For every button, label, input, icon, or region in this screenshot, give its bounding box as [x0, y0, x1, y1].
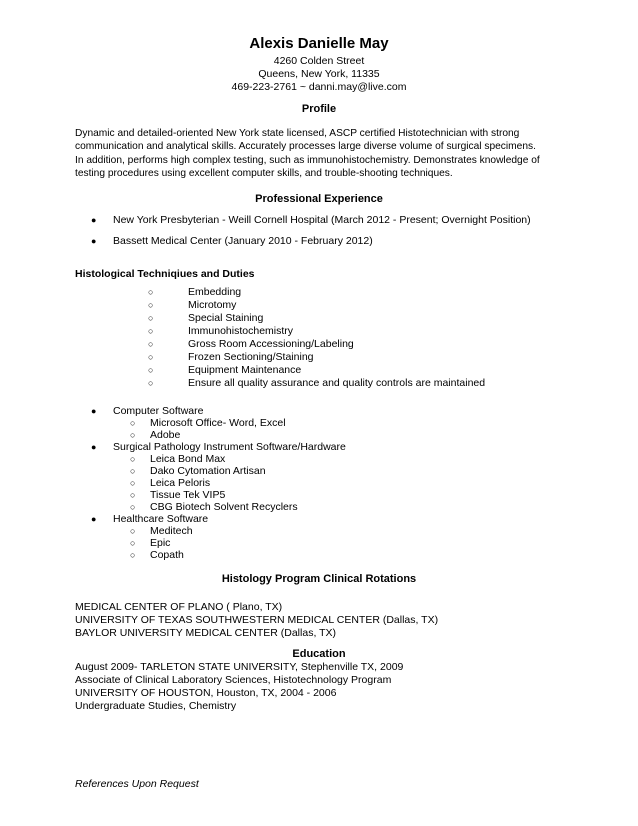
rotations-heading: Histology Program Clinical Rotations [221, 573, 417, 585]
rotation-item: MEDICAL CENTER OF PLANO ( Plano, TX) [75, 601, 283, 613]
circle-bullet-icon: ○ [148, 378, 154, 388]
software-item: CBG Biotech Solvent Recyclers [150, 501, 298, 513]
software-item: Meditech [150, 525, 193, 537]
circle-bullet-icon: ○ [130, 418, 136, 428]
bullet-icon: ● [91, 215, 97, 225]
bullet-icon: ● [91, 236, 97, 246]
circle-bullet-icon: ○ [130, 550, 136, 560]
education-line: Undergraduate Studies, Chemistry [75, 700, 237, 712]
techniques-heading: Histological Techniqiues and Duties [75, 268, 255, 280]
software-item: Adobe [150, 429, 181, 441]
profile-heading: Profile [301, 103, 337, 115]
bullet-icon: ● [91, 514, 97, 524]
technique-item: Gross Room Accessioning/Labeling [188, 338, 354, 350]
technique-item: Frozen Sectioning/Staining [188, 351, 314, 363]
profile-paragraph [75, 127, 564, 181]
circle-bullet-icon: ○ [148, 365, 154, 375]
technique-item: Equipment Maintenance [188, 364, 302, 376]
software-category: Healthcare Software [113, 513, 209, 525]
bullet-icon: ● [91, 406, 97, 416]
rotation-item: BAYLOR UNIVERSITY MEDICAL CENTER (Dallas, TX) [75, 627, 336, 639]
experience-item: New York Presbyterian - Weill Cornell Hospital (March 2012 - Present; Overnight Position) [113, 214, 531, 226]
circle-bullet-icon: ○ [148, 339, 154, 349]
circle-bullet-icon: ○ [130, 502, 136, 512]
software-item: Leica Peloris [150, 477, 211, 489]
profile-line: testing procedures using excellent computer skills, and trouble-shooting techniques. [75, 168, 453, 180]
bullet-icon: ● [91, 442, 97, 452]
candidate-name: Alexis Danielle May [249, 35, 389, 52]
experience-item: Bassett Medical Center (January 2010 - February 2012) [113, 235, 373, 247]
circle-bullet-icon: ○ [148, 287, 154, 297]
software-item: Dako Cytomation Artisan [150, 465, 266, 477]
profile-line: In addition, performs high complex testing, such as immunohistochemistry. Demonstrates knowledge of [75, 154, 540, 166]
software-item: Copath [150, 549, 184, 561]
software-item: Tissue Tek VIP5 [150, 489, 226, 501]
technique-item: Special Staining [188, 312, 264, 324]
education-line: UNIVERSITY OF HOUSTON, Houston, TX, 2004 - 2006 [75, 687, 337, 699]
education-heading: Education [292, 648, 346, 660]
circle-bullet-icon: ○ [130, 430, 136, 440]
software-category: Surgical Pathology Instrument Software/Hardware [113, 441, 346, 453]
technique-item: Ensure all quality assurance and quality controls are maintained [188, 377, 486, 389]
software-item: Epic [150, 537, 171, 549]
circle-bullet-icon: ○ [148, 300, 154, 310]
software-item: Leica Bond Max [150, 453, 226, 465]
contact-line: 469-223-2761 ~ danni.may@live.com [231, 81, 407, 93]
circle-bullet-icon: ○ [130, 526, 136, 536]
software-item: Microsoft Office- Word, Excel [150, 417, 286, 429]
technique-item: Embedding [188, 286, 242, 298]
rotation-item: UNIVERSITY OF TEXAS SOUTHWESTERN MEDICAL CENTER (Dallas, TX) [75, 614, 439, 626]
references-note: References Upon Request [75, 778, 199, 790]
education-line: Associate of Clinical Laboratory Sciences, Histotechnology Program [75, 674, 392, 686]
circle-bullet-icon: ○ [130, 466, 136, 476]
circle-bullet-icon: ○ [130, 454, 136, 464]
experience-heading: Professional Experience [255, 193, 383, 205]
circle-bullet-icon: ○ [148, 326, 154, 336]
street-address: 4260 Colden Street [273, 55, 365, 67]
technique-item: Immunohistochemistry [188, 325, 294, 337]
software-category: Computer Software [113, 405, 204, 417]
circle-bullet-icon: ○ [148, 352, 154, 362]
education-line: August 2009- TARLETON STATE UNIVERSITY, Stephenville TX, 2009 [75, 661, 404, 673]
city-address: Queens, New York, 11335 [258, 68, 380, 80]
profile-line: communication and analytical skills. Accurately processes large diverse volume of surgical specimens. [75, 141, 536, 153]
circle-bullet-icon: ○ [130, 490, 136, 500]
circle-bullet-icon: ○ [130, 478, 136, 488]
circle-bullet-icon: ○ [130, 538, 136, 548]
circle-bullet-icon: ○ [148, 313, 154, 323]
profile-line: Dynamic and detailed-oriented New York state licensed, ASCP certified Histotechnician with strong [75, 128, 520, 139]
technique-item: Microtomy [188, 299, 237, 311]
